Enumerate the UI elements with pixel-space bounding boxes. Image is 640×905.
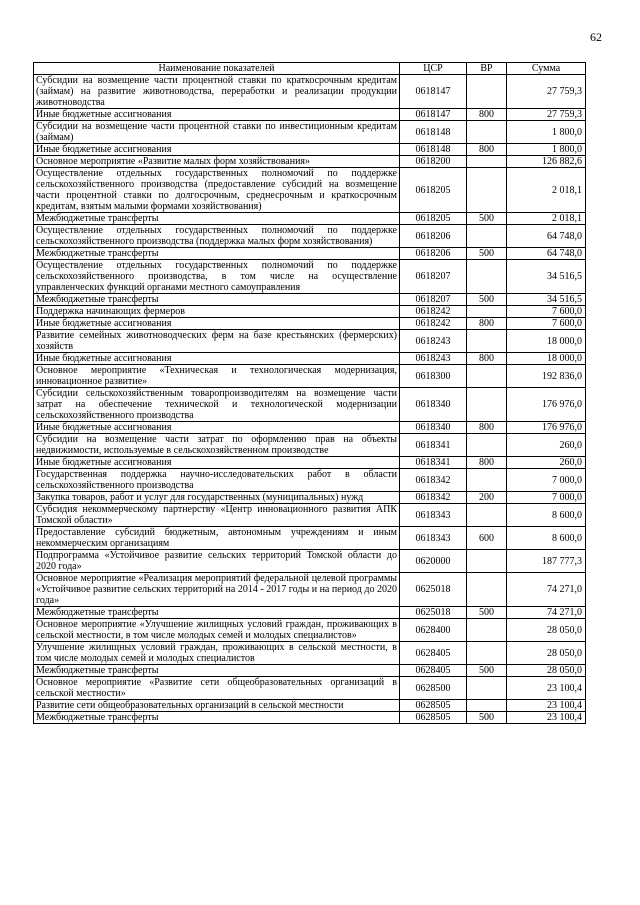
row-csr: 0628400 [400, 619, 467, 642]
row-vr [467, 365, 507, 388]
row-sum: 28 050,0 [507, 665, 586, 677]
row-sum: 2 018,1 [507, 168, 586, 213]
row-vr [467, 434, 507, 457]
row-sum: 23 100,4 [507, 700, 586, 712]
row-name: Осуществление отдельных государственных полномочий по поддержке сельскохозяйственного производства (поддержка малых форм хозяйствования) [34, 225, 400, 248]
table-row [34, 457, 586, 469]
table-row [34, 619, 586, 642]
row-csr: 0618148 [400, 121, 467, 144]
table-row [34, 665, 586, 677]
row-csr: 0618340 [400, 422, 467, 434]
row-vr [467, 573, 507, 607]
row-sum: 28 050,0 [507, 642, 586, 665]
row-name: Иные бюджетные ассигнования [34, 353, 400, 365]
row-sum: 18 000,0 [507, 330, 586, 353]
row-sum: 74 271,0 [507, 573, 586, 607]
row-sum: 64 748,0 [507, 248, 586, 260]
table-row [34, 388, 586, 422]
row-sum: 7 600,0 [507, 318, 586, 330]
row-csr: 0618342 [400, 492, 467, 504]
row-name: Развитие семейных животноводческих ферм на базе крестьянских (фермерских) хозяйств [34, 330, 400, 353]
header-sum: Сумма [507, 63, 586, 75]
row-sum: 126 882,6 [507, 156, 586, 168]
row-sum: 28 050,0 [507, 619, 586, 642]
row-vr [467, 700, 507, 712]
table-row [34, 527, 586, 550]
row-csr: 0618207 [400, 260, 467, 294]
row-sum: 8 600,0 [507, 527, 586, 550]
row-sum: 7 000,0 [507, 469, 586, 492]
row-sum: 7 600,0 [507, 306, 586, 318]
row-vr [467, 168, 507, 213]
row-vr [467, 642, 507, 665]
row-vr: 500 [467, 665, 507, 677]
row-name: Поддержка начинающих фермеров [34, 306, 400, 318]
row-sum: 192 836,0 [507, 365, 586, 388]
row-name: Основное мероприятие «Развитие сети общеобразовательных организаций в сельской местности» [34, 677, 400, 700]
row-vr: 800 [467, 422, 507, 434]
header-vr: ВР [467, 63, 507, 75]
table-row [34, 248, 586, 260]
table-row [34, 260, 586, 294]
row-vr [467, 225, 507, 248]
table-row [34, 504, 586, 527]
row-csr: 0618342 [400, 469, 467, 492]
row-name: Субсидии на возмещение части процентной ставки по инвестиционным кредитам (займам) [34, 121, 400, 144]
row-name: Закупка товаров, работ и услуг для государственных (муниципальных) нужд [34, 492, 400, 504]
table-row [34, 700, 586, 712]
row-name: Иные бюджетные ассигнования [34, 318, 400, 330]
table-row [34, 294, 586, 306]
row-sum: 34 516,5 [507, 260, 586, 294]
table-row [34, 330, 586, 353]
row-name: Межбюджетные трансферты [34, 607, 400, 619]
row-vr [467, 677, 507, 700]
row-csr: 0618243 [400, 330, 467, 353]
row-name: Межбюджетные трансферты [34, 712, 400, 724]
table-row [34, 469, 586, 492]
row-csr: 0620000 [400, 550, 467, 573]
row-csr: 0625018 [400, 607, 467, 619]
row-csr: 0625018 [400, 573, 467, 607]
row-name: Основное мероприятие «Улучшение жилищных условий граждан, проживающих в сельской местности, в том числе молодых семей и молодых специалистов» [34, 619, 400, 642]
row-sum: 2 018,1 [507, 213, 586, 225]
row-name: Субсидии на возмещение части затрат по оформлению прав на объекты недвижимости, используемые в сельскохозяйственном производстве [34, 434, 400, 457]
row-sum: 260,0 [507, 434, 586, 457]
row-name: Субсидии сельскохозяйственным товаропроизводителям на возмещение части затрат на обеспечение технической и технологической модернизации сельскохозяйственного производства [34, 388, 400, 422]
row-vr [467, 75, 507, 109]
row-name: Основное мероприятие «Техническая и технологическая модернизация, инновационное развитие» [34, 365, 400, 388]
row-vr [467, 156, 507, 168]
row-vr [467, 121, 507, 144]
budget-table [33, 62, 586, 724]
row-sum: 1 800,0 [507, 144, 586, 156]
row-name: Субсидии на возмещение части процентной ставки по краткосрочным кредитам (займам) на развитие животноводства, переработки и реализации продукции животноводства [34, 75, 400, 109]
row-sum: 27 759,3 [507, 75, 586, 109]
row-vr [467, 619, 507, 642]
row-name: Государственная поддержка научно-исследовательских работ в области сельскохозяйственного производства [34, 469, 400, 492]
table-row [34, 156, 586, 168]
table-row [34, 213, 586, 225]
row-csr: 0618147 [400, 75, 467, 109]
table-row [34, 168, 586, 213]
row-vr: 800 [467, 144, 507, 156]
row-vr: 500 [467, 213, 507, 225]
row-name: Развитие сети общеобразовательных организаций в сельской местности [34, 700, 400, 712]
row-csr: 0628500 [400, 677, 467, 700]
table-body [34, 75, 586, 724]
table-row [34, 144, 586, 156]
row-csr: 0618200 [400, 156, 467, 168]
header-name: Наименование показателей [34, 63, 400, 75]
row-csr: 0628405 [400, 665, 467, 677]
row-csr: 0618207 [400, 294, 467, 306]
table-row [34, 492, 586, 504]
row-csr: 0618242 [400, 318, 467, 330]
row-csr: 0618242 [400, 306, 467, 318]
table-row [34, 318, 586, 330]
row-name: Предоставление субсидий бюджетным, автономным учреждениям и иным некоммерческим организациям [34, 527, 400, 550]
table-row [34, 642, 586, 665]
table-row [34, 109, 586, 121]
row-vr: 800 [467, 353, 507, 365]
table-row [34, 573, 586, 607]
row-sum: 23 100,4 [507, 677, 586, 700]
row-name: Осуществление отдельных государственных полномочий по поддержке сельскохозяйственного производства, в том числе на осуществление управленческих функций органами местного самоуправления [34, 260, 400, 294]
row-vr [467, 550, 507, 573]
row-sum: 27 759,3 [507, 109, 586, 121]
row-csr: 0628505 [400, 712, 467, 724]
row-name: Субсидия некоммерческому партнерству «Центр инновационного развития АПК Томской области» [34, 504, 400, 527]
table-row [34, 75, 586, 109]
table-row [34, 121, 586, 144]
row-sum: 23 100,4 [507, 712, 586, 724]
row-name: Иные бюджетные ассигнования [34, 457, 400, 469]
table-row [34, 225, 586, 248]
row-vr: 500 [467, 607, 507, 619]
table-row [34, 422, 586, 434]
table-row [34, 434, 586, 457]
row-vr: 500 [467, 294, 507, 306]
row-vr [467, 260, 507, 294]
row-csr: 0618300 [400, 365, 467, 388]
row-csr: 0618206 [400, 248, 467, 260]
row-csr: 0618243 [400, 353, 467, 365]
row-vr [467, 330, 507, 353]
row-csr: 0628505 [400, 700, 467, 712]
row-sum: 64 748,0 [507, 225, 586, 248]
row-csr: 0618341 [400, 434, 467, 457]
row-csr: 0628405 [400, 642, 467, 665]
row-vr [467, 306, 507, 318]
row-sum: 260,0 [507, 457, 586, 469]
row-csr: 0618343 [400, 504, 467, 527]
row-vr: 600 [467, 527, 507, 550]
row-name: Межбюджетные трансферты [34, 294, 400, 306]
row-sum: 7 000,0 [507, 492, 586, 504]
table-row [34, 677, 586, 700]
row-vr: 800 [467, 109, 507, 121]
row-csr: 0618206 [400, 225, 467, 248]
row-csr: 0618343 [400, 527, 467, 550]
table-row [34, 353, 586, 365]
row-vr [467, 469, 507, 492]
row-sum: 8 600,0 [507, 504, 586, 527]
table-header-row [34, 63, 586, 75]
row-sum: 34 516,5 [507, 294, 586, 306]
row-vr: 500 [467, 712, 507, 724]
row-name: Межбюджетные трансферты [34, 248, 400, 260]
page-number: 62 [590, 30, 602, 44]
row-name: Основное мероприятие «Развитие малых форм хозяйствования» [34, 156, 400, 168]
row-vr: 800 [467, 457, 507, 469]
table-row [34, 607, 586, 619]
row-name: Межбюджетные трансферты [34, 213, 400, 225]
row-name: Межбюджетные трансферты [34, 665, 400, 677]
table-row [34, 712, 586, 724]
row-name: Подпрограмма «Устойчивое развитие сельских территорий Томской области до 2020 года» [34, 550, 400, 573]
row-sum: 187 777,3 [507, 550, 586, 573]
row-sum: 18 000,0 [507, 353, 586, 365]
row-vr: 200 [467, 492, 507, 504]
row-sum: 74 271,0 [507, 607, 586, 619]
table-row [34, 365, 586, 388]
row-sum: 1 800,0 [507, 121, 586, 144]
row-sum: 176 976,0 [507, 388, 586, 422]
table-row [34, 550, 586, 573]
row-csr: 0618340 [400, 388, 467, 422]
row-name: Иные бюджетные ассигнования [34, 422, 400, 434]
row-vr: 800 [467, 318, 507, 330]
row-csr: 0618148 [400, 144, 467, 156]
row-name: Иные бюджетные ассигнования [34, 144, 400, 156]
row-csr: 0618205 [400, 213, 467, 225]
table-row [34, 306, 586, 318]
row-vr [467, 504, 507, 527]
row-name: Осуществление отдельных государственных полномочий по поддержке сельскохозяйственного производства (предоставление субсидий на возмещение части процентной ставки по долгосрочным, среднесрочным и краткосрочным кредитам, взятым малыми формами хозяйствования) [34, 168, 400, 213]
header-csr: ЦСР [400, 63, 467, 75]
row-name: Улучшение жилищных условий граждан, проживающих в сельской местности, в том числе молодых семей и молодых специалистов [34, 642, 400, 665]
row-name: Иные бюджетные ассигнования [34, 109, 400, 121]
row-csr: 0618147 [400, 109, 467, 121]
row-name: Основное мероприятие «Реализация мероприятий федеральной целевой программы «Устойчивое развитие сельских территорий на 2014 - 2017 годы и на период до 2020 года» [34, 573, 400, 607]
row-csr: 0618205 [400, 168, 467, 213]
row-csr: 0618341 [400, 457, 467, 469]
row-vr: 500 [467, 248, 507, 260]
row-sum: 176 976,0 [507, 422, 586, 434]
row-vr [467, 388, 507, 422]
